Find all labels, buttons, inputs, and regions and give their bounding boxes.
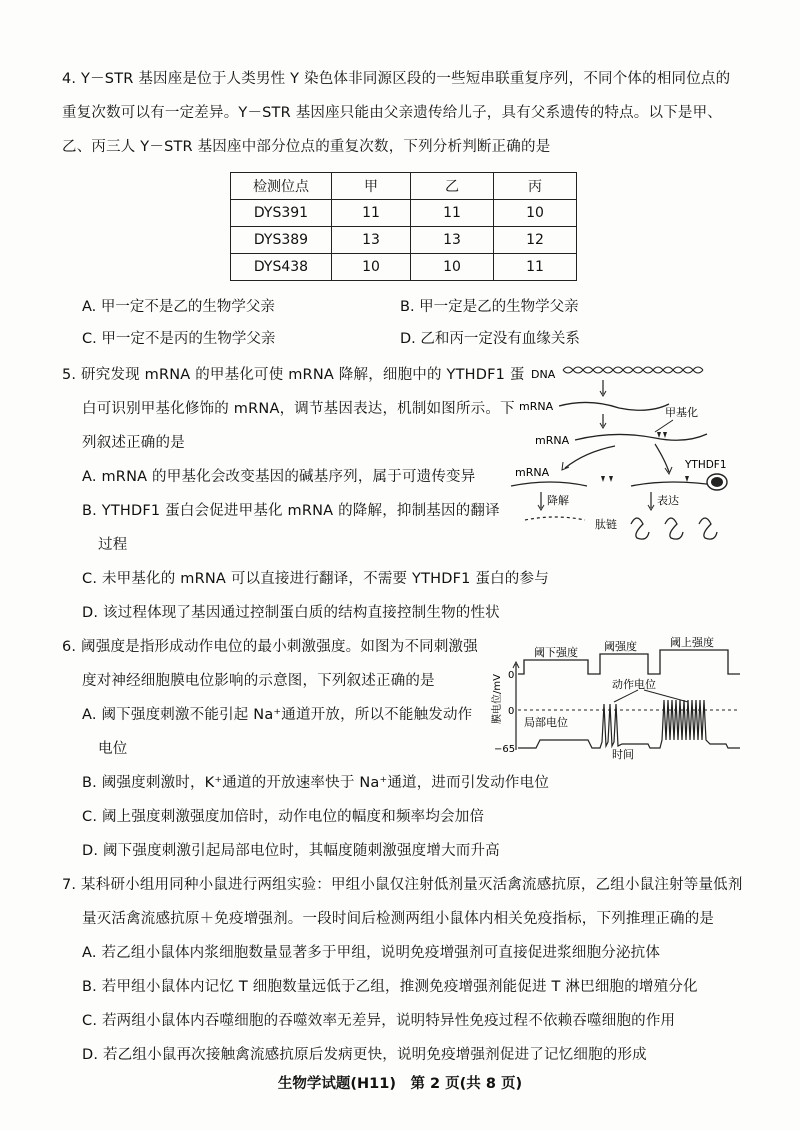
ap-pointer-2 bbox=[644, 690, 688, 702]
table-cell: 13 bbox=[411, 227, 494, 254]
arrow-to-express-path bbox=[655, 444, 669, 472]
table-cell: 11 bbox=[332, 200, 411, 227]
q5-option-d[interactable]: D. 该过程体现了基因通过控制蛋白质的结构直接控制生物的性状 bbox=[82, 605, 500, 621]
table-cell: 13 bbox=[332, 227, 411, 254]
table-cell: DYS438 bbox=[231, 254, 332, 281]
page-footer: 生物学试题(H11) 第 2 页(共 8 页) bbox=[277, 1076, 523, 1092]
q6-option-d[interactable]: D. 阈下强度刺激引起局部电位时，其幅度随刺激强度增大而升高 bbox=[82, 843, 500, 859]
table-header-cell: 甲 bbox=[332, 173, 411, 200]
q4-option-b[interactable]: B. 甲一定是乙的生物学父亲 bbox=[400, 299, 579, 315]
peptide-chain-icon bbox=[665, 518, 683, 539]
mrna-methylation-diagram bbox=[505, 360, 745, 560]
q5-stem-line-2: 白可识别甲基化修饰的 mRNA，调节基因表达，机制如图所示。下 bbox=[82, 401, 515, 417]
table-header-cell: 乙 bbox=[411, 173, 494, 200]
y-axis-label: 膜电位/mV bbox=[492, 674, 503, 724]
mrna-label-3: mRNA bbox=[515, 466, 550, 479]
supra-threshold-label: 阈上强度 bbox=[670, 636, 714, 649]
methylation-label: 甲基化 bbox=[665, 406, 698, 419]
ythdf1-label: YTHDF1 bbox=[685, 459, 727, 471]
peptide-chain-icon bbox=[699, 518, 717, 539]
sub-threshold-label: 阈下强度 bbox=[534, 646, 578, 659]
table-cell: 12 bbox=[494, 227, 577, 254]
dna-label: DNA bbox=[531, 368, 556, 381]
table-header-cell: 丙 bbox=[494, 173, 577, 200]
table-row bbox=[231, 227, 577, 254]
q4-option-d[interactable]: D. 乙和丙一定没有血缘关系 bbox=[400, 331, 580, 347]
q6-option-c[interactable]: C. 阈上强度刺激强度加倍时，动作电位的幅度和频率均会加倍 bbox=[82, 809, 485, 825]
table-cell: DYS391 bbox=[231, 200, 332, 227]
q4-stem-line-3: 乙、丙三人 Y－STR 基因座中部分位点的重复次数，下列分析判断正确的是 bbox=[62, 139, 551, 155]
ap-pointer-1 bbox=[614, 690, 638, 702]
q5-option-a[interactable]: A. mRNA 的甲基化会改变基因的碱基序列，属于可遗传变异 bbox=[82, 469, 476, 485]
table-row bbox=[231, 254, 577, 281]
mrna-label-1: mRNA bbox=[519, 400, 554, 413]
peptide-chain-icon bbox=[631, 518, 649, 539]
q4-stem-line-2: 重复次数可以有一定差异。Y－STR 基因座只能由父亲遗传给儿子，具有父系遗传的特点。以下是甲、 bbox=[62, 105, 722, 121]
q7-option-c[interactable]: C. 若两组小鼠体内吞噬细胞的吞噬效率无差异，说明特异性免疫过程不依赖吞噬细胞的作用 bbox=[82, 1013, 676, 1029]
q7-option-b[interactable]: B. 若甲组小鼠体内记忆 T 细胞数量远低于乙组，推测免疫增强剂能促进 T 淋巴细胞的增殖分化 bbox=[82, 979, 698, 995]
table-cell: 10 bbox=[411, 254, 494, 281]
table-row bbox=[231, 200, 577, 227]
express-label: 表达 bbox=[657, 494, 679, 507]
table-cell: 10 bbox=[494, 200, 577, 227]
table-header-row bbox=[231, 173, 577, 200]
methyl-group-icon bbox=[657, 432, 667, 438]
q4-option-c[interactable]: C. 甲一定不是丙的生物学父亲 bbox=[82, 331, 276, 347]
q6-option-a[interactable]: A. 阈下强度刺激不能引起 Na⁺通道开放，所以不能触发动作 bbox=[82, 707, 473, 723]
q5-option-b-cont[interactable]: 过程 bbox=[98, 537, 128, 553]
q7-option-d[interactable]: D. 若乙组小鼠再次接触禽流感抗原后发病更快，说明免疫增强剂促进了记忆细胞的形成 bbox=[82, 1047, 647, 1063]
table-header-cell: 检测位点 bbox=[231, 173, 332, 200]
q5-option-b[interactable]: B. YTHDF1 蛋白会促进甲基化 mRNA 的降解，抑制基因的翻译 bbox=[82, 503, 500, 519]
membrane-potential-diagram bbox=[488, 630, 750, 770]
q7-stem-line-1: 7. 某科研小组用同种小鼠进行两组实验：甲组小鼠仅注射低剂量灭活禽流感抗原，乙组小鼠注射等量低剂 bbox=[62, 877, 743, 893]
mrna-strand-1 bbox=[559, 402, 669, 410]
methyl-group-icon bbox=[601, 476, 613, 482]
q6-stem-line-1: 6. 阈强度是指形成动作电位的最小刺激强度。如图为不同刺激强 bbox=[62, 639, 478, 655]
resting-potential-label: −65 bbox=[494, 744, 516, 755]
q4-stem-line-1: 4. Y－STR 基因座是位于人类男性 Y 染色体非同源区段的一些短串联重复序列，不同个体的相同位点的 bbox=[62, 71, 731, 87]
mrna-strand-2 bbox=[575, 434, 707, 440]
q7-stem-line-2: 量灭活禽流感抗原＋免疫增强剂。一段时间后检测两组小鼠体内相关免疫指标，下列推理正确的是 bbox=[82, 911, 715, 927]
q5-stem-line-1: 5. 研究发现 mRNA 的甲基化可使 mRNA 降解，细胞中的 YTHDF1 蛋 bbox=[62, 367, 525, 383]
q5-option-c[interactable]: C. 未甲基化的 mRNA 可以直接进行翻译，不需要 YTHDF1 蛋白的参与 bbox=[82, 571, 549, 587]
q6-stem-line-2: 度对神经细胞膜电位影响的示意图，下列叙述正确的是 bbox=[82, 673, 435, 689]
table-cell: DYS389 bbox=[231, 227, 332, 254]
threshold-label: 阈强度 bbox=[604, 640, 637, 653]
table-cell: 11 bbox=[494, 254, 577, 281]
action-potential-label: 动作电位 bbox=[612, 678, 656, 691]
q5-stem-line-3: 列叙述正确的是 bbox=[82, 435, 185, 451]
mrna-label-2: mRNA bbox=[535, 434, 570, 447]
dna-helix-2 bbox=[563, 367, 703, 373]
table-cell: 10 bbox=[332, 254, 411, 281]
degraded-fragments bbox=[525, 517, 585, 520]
y-str-table bbox=[230, 172, 577, 281]
q4-option-a[interactable]: A. 甲一定不是乙的生物学父亲 bbox=[82, 299, 275, 315]
stimulus-zero-label: 0 bbox=[508, 670, 515, 681]
ythdf1-core-icon bbox=[711, 477, 723, 487]
q6-option-a-cont[interactable]: 电位 bbox=[98, 741, 128, 757]
local-potential-label: 局部电位 bbox=[524, 716, 568, 729]
peptide-label: 肽链 bbox=[595, 518, 617, 531]
arrow-to-degrade-path bbox=[565, 446, 615, 468]
methyl-pointer bbox=[655, 420, 673, 432]
mrna-strand-3 bbox=[511, 482, 587, 486]
methyl-group-icon bbox=[685, 476, 689, 482]
degrade-label: 降解 bbox=[547, 494, 569, 507]
q6-option-b[interactable]: B. 阈强度刺激时，K⁺通道的开放速率快于 Na⁺通道，进而引发动作电位 bbox=[82, 775, 550, 791]
q7-option-a[interactable]: A. 若乙组小鼠体内浆细胞数量显著多于甲组，说明免疫增强剂可直接促进浆细胞分泌抗体 bbox=[82, 945, 661, 961]
time-axis-label: 时间 bbox=[612, 748, 634, 761]
table-cell: 11 bbox=[411, 200, 494, 227]
mid-zero-label: 0 bbox=[508, 706, 515, 717]
